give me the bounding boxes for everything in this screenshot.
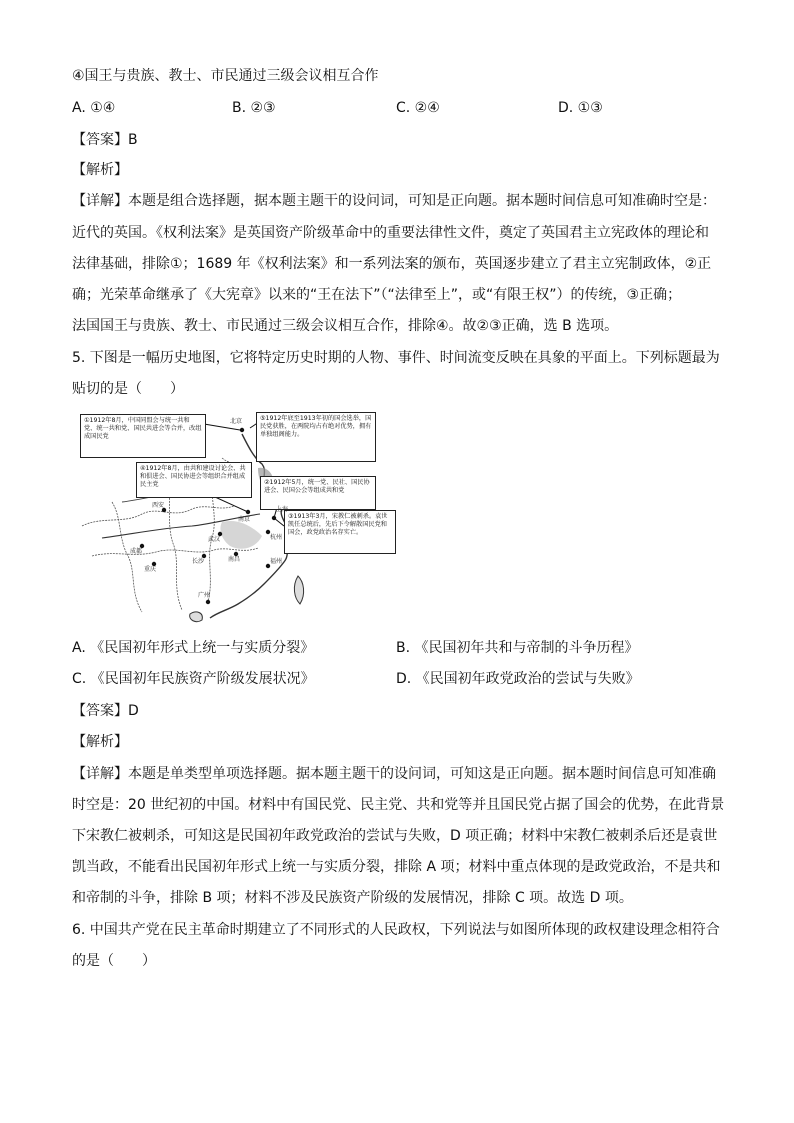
q5-answer: 【答案】D bbox=[72, 703, 139, 719]
q5-detail-line: 下宋教仁被刺杀，可知这是民国初年政党政治的尝试与失败，D 项正确；材料中宋教仁被刺杀后还是袁世 bbox=[72, 828, 718, 844]
q4-detail-line: 【详解】本题是组合选择题，据本题主题干的设问词，可知是正向题。据本题时间信息可知准确时空是： bbox=[72, 193, 716, 209]
q4-choice-c: C. ②④ bbox=[396, 100, 440, 116]
city-label: 上海 bbox=[276, 506, 289, 513]
q5-detail-line: 凯当政，不能看出民国初年形式上统一与实质分裂，排除 A 项；材料中重点体现的是政党政治，不是共和 bbox=[72, 859, 721, 875]
city-label: 重庆 bbox=[144, 566, 157, 573]
q5-detail-line: 和帝制的斗争，排除 B 项；材料不涉及民族资产阶级的发展情况，排除 C 项。故选 D 项。 bbox=[72, 890, 633, 906]
q6-stem-line: 的是（ ） bbox=[72, 953, 156, 969]
q5-choice-b: B. 《民国初年共和与帝制的斗争历程》 bbox=[396, 640, 639, 656]
q5-choice-c: C. 《民国初年民族资产阶级发展状况》 bbox=[72, 671, 315, 687]
historical-map bbox=[72, 406, 399, 624]
q6-stem-line: 6. 中国共产党在民主革命时期建立了不同形式的人民政权，下列说法与如图所体现的政权建设理念相符合 bbox=[72, 922, 720, 938]
q4-choice-d: D. ①③ bbox=[558, 100, 603, 116]
city-label: 成都 bbox=[130, 548, 143, 555]
q5-stem-line: 贴切的是（ ） bbox=[72, 381, 184, 397]
map-note: ①1912年8月，中国同盟会与统一共和党、统一共和党、国民共进会等合并，改组成国民党 bbox=[80, 414, 206, 458]
map-note: ④1912年8月，由共和建设讨论会、共和俱进会、国民协进会等组织合并组成民主党 bbox=[136, 462, 252, 498]
q5-analysis-label: 【解析】 bbox=[72, 734, 128, 750]
q5-detail-line: 【详解】本题是单类型单项选择题。据本题主题干的设问词，可知这是正向题。据本题时间信息可知准确 bbox=[72, 766, 716, 782]
map-note: ②1912年5月，统一党、民社、国民协进会、民国公会等组成共和党 bbox=[260, 476, 376, 510]
q5-stem-line: 5. 下图是一幅历史地图，它将特定历史时期的人物、事件、时间流变反映在具象的平面上。下列标题最为 bbox=[72, 350, 720, 366]
city-label: 南昌 bbox=[228, 556, 241, 563]
map-note: ③1913年3月，宋教仁被刺杀。袁世凯任总统后，先后下令解散国民党和国会，政党政治名存实亡。 bbox=[284, 510, 396, 554]
q4-analysis-label: 【解析】 bbox=[72, 162, 128, 178]
q4-choice-b: B. ②③ bbox=[232, 100, 276, 116]
city-label: 西安 bbox=[152, 502, 165, 509]
q4-choice-a: A. ①④ bbox=[72, 100, 116, 116]
q4-detail-line: 确；光荣革命继承了《大宪章》以来的“王在法下”（“法律至上”，或“有限王权”）的传统，③正确； bbox=[72, 287, 682, 303]
q4-option-4-text: ④国王与贵族、教士、市民通过三级会议相互合作 bbox=[72, 68, 379, 84]
city-label: 福州 bbox=[270, 558, 283, 565]
q4-answer: 【答案】B bbox=[72, 132, 138, 148]
city-label: 广州 bbox=[198, 592, 211, 599]
city-label: 杭州 bbox=[270, 534, 283, 541]
q4-detail-line: 法律基础，排除①；1689 年《权利法案》和一系列法案的颁布，英国逐步建立了君主立宪制政体，②正 bbox=[72, 256, 712, 272]
map-note: ⑤1912年底至1913年初的国会选举，国民党获胜，在两院均占有绝对优势，拥有单独组阁能力。 bbox=[256, 412, 376, 462]
city-label: 长沙 bbox=[192, 558, 205, 565]
q5-detail-line: 时空是：20 世纪初的中国。材料中有国民党、民主党、共和党等并且国民党占据了国会的优势，在此背景 bbox=[72, 797, 725, 813]
city-label: 北京 bbox=[230, 418, 243, 425]
q4-detail-line: 近代的英国。《权利法案》是英国资产阶级革命中的重要法律性文件，奠定了英国君主立宪政体的理论和 bbox=[72, 225, 709, 241]
city-label: 南京 bbox=[238, 516, 251, 523]
q5-choice-d: D. 《民国初年政党政治的尝试与失败》 bbox=[396, 671, 640, 687]
q4-detail-line: 法国国王与贵族、教士、市民通过三级会议相互合作，排除④。故②③正确，选 B 选项。 bbox=[72, 318, 619, 334]
q5-choice-a: A. 《民国初年形式上统一与实质分裂》 bbox=[72, 640, 315, 656]
city-label: 武汉 bbox=[208, 536, 221, 543]
